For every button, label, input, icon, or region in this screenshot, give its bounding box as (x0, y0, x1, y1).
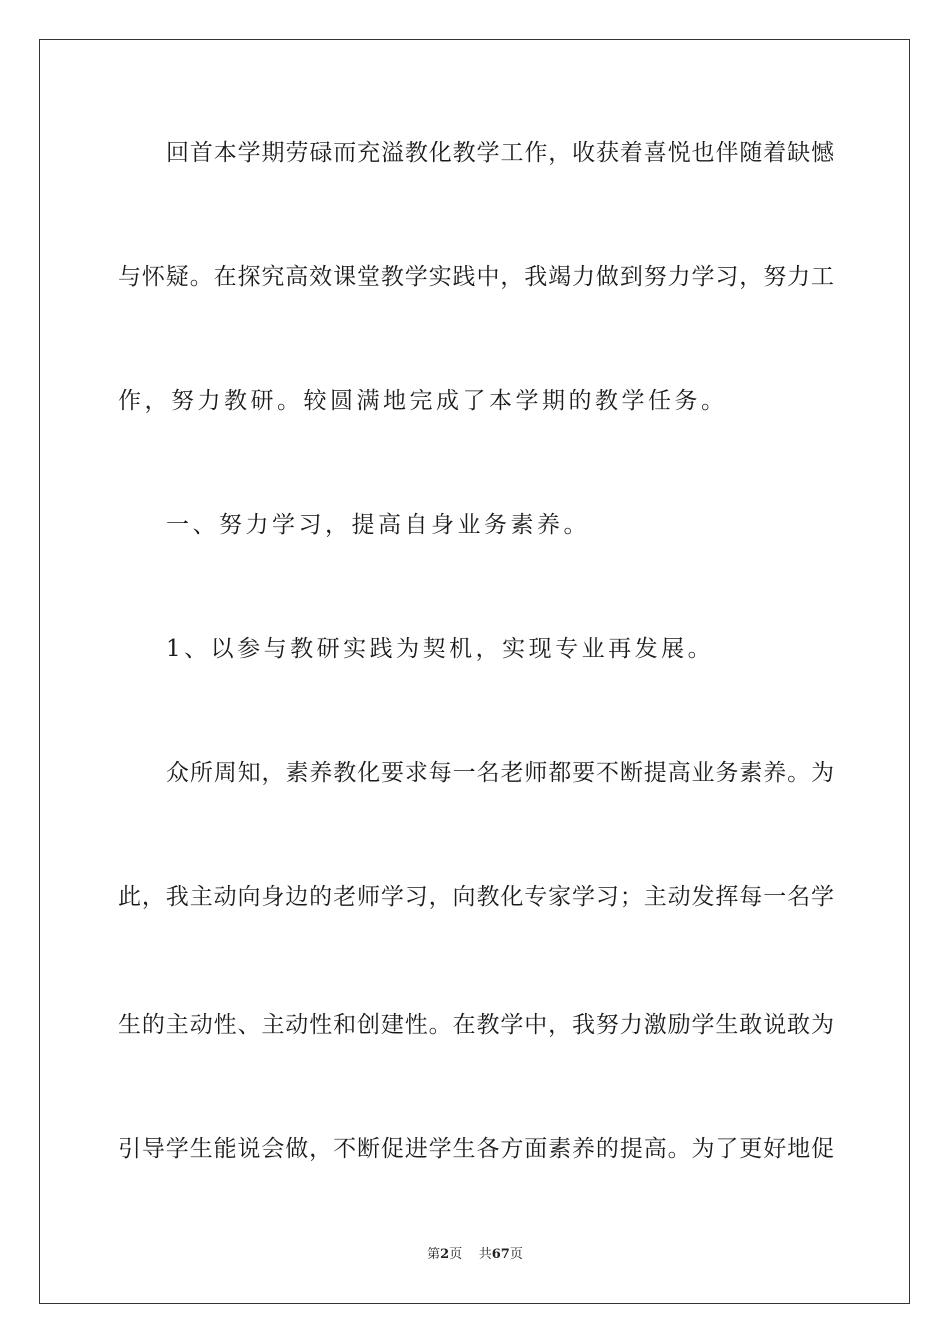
paragraph-line-1: 回首本学期劳碌而充溢教化教学工作，收获着喜悦也伴随着缺憾 (166, 140, 834, 166)
paragraph-line-5: 此，我主动向身边的老师学习，向教化专家学习；主动发挥每一名学 (118, 884, 834, 910)
footer-total-prefix: 共 (478, 1247, 492, 1262)
section-heading: 一、努力学习，提高自身业务素养。 (166, 512, 590, 538)
page-footer (0, 1247, 950, 1263)
paragraph-line-2: 与怀疑。在探究高效课堂教学实践中，我竭力做到努力学习，努力工 (118, 264, 834, 290)
subsection-heading: 1、以参与教研实践为契机，实现专业再发展。 (166, 636, 715, 662)
footer-total-pages: 67 (491, 1247, 510, 1262)
footer-page-suffix: 页 (449, 1247, 463, 1262)
paragraph-line-4: 众所周知，素养教化要求每一名老师都要不断提高业务素养。为 (166, 760, 834, 786)
paragraph-line-7: 引导学生能说会做，不断促进学生各方面素养的提高。为了更好地促 (118, 1136, 834, 1162)
footer-page-prefix: 第 (427, 1247, 441, 1262)
paragraph-line-6: 生的主动性、主动性和创建性。在教学中，我努力激励学生敢说敢为 (118, 1012, 834, 1038)
footer-page-number: 2 (440, 1247, 450, 1262)
paragraph-line-3: 作，努力教研。较圆满地完成了本学期的教学任务。 (118, 388, 728, 414)
footer-total-suffix: 页 (509, 1247, 523, 1262)
page-border (39, 39, 910, 1304)
